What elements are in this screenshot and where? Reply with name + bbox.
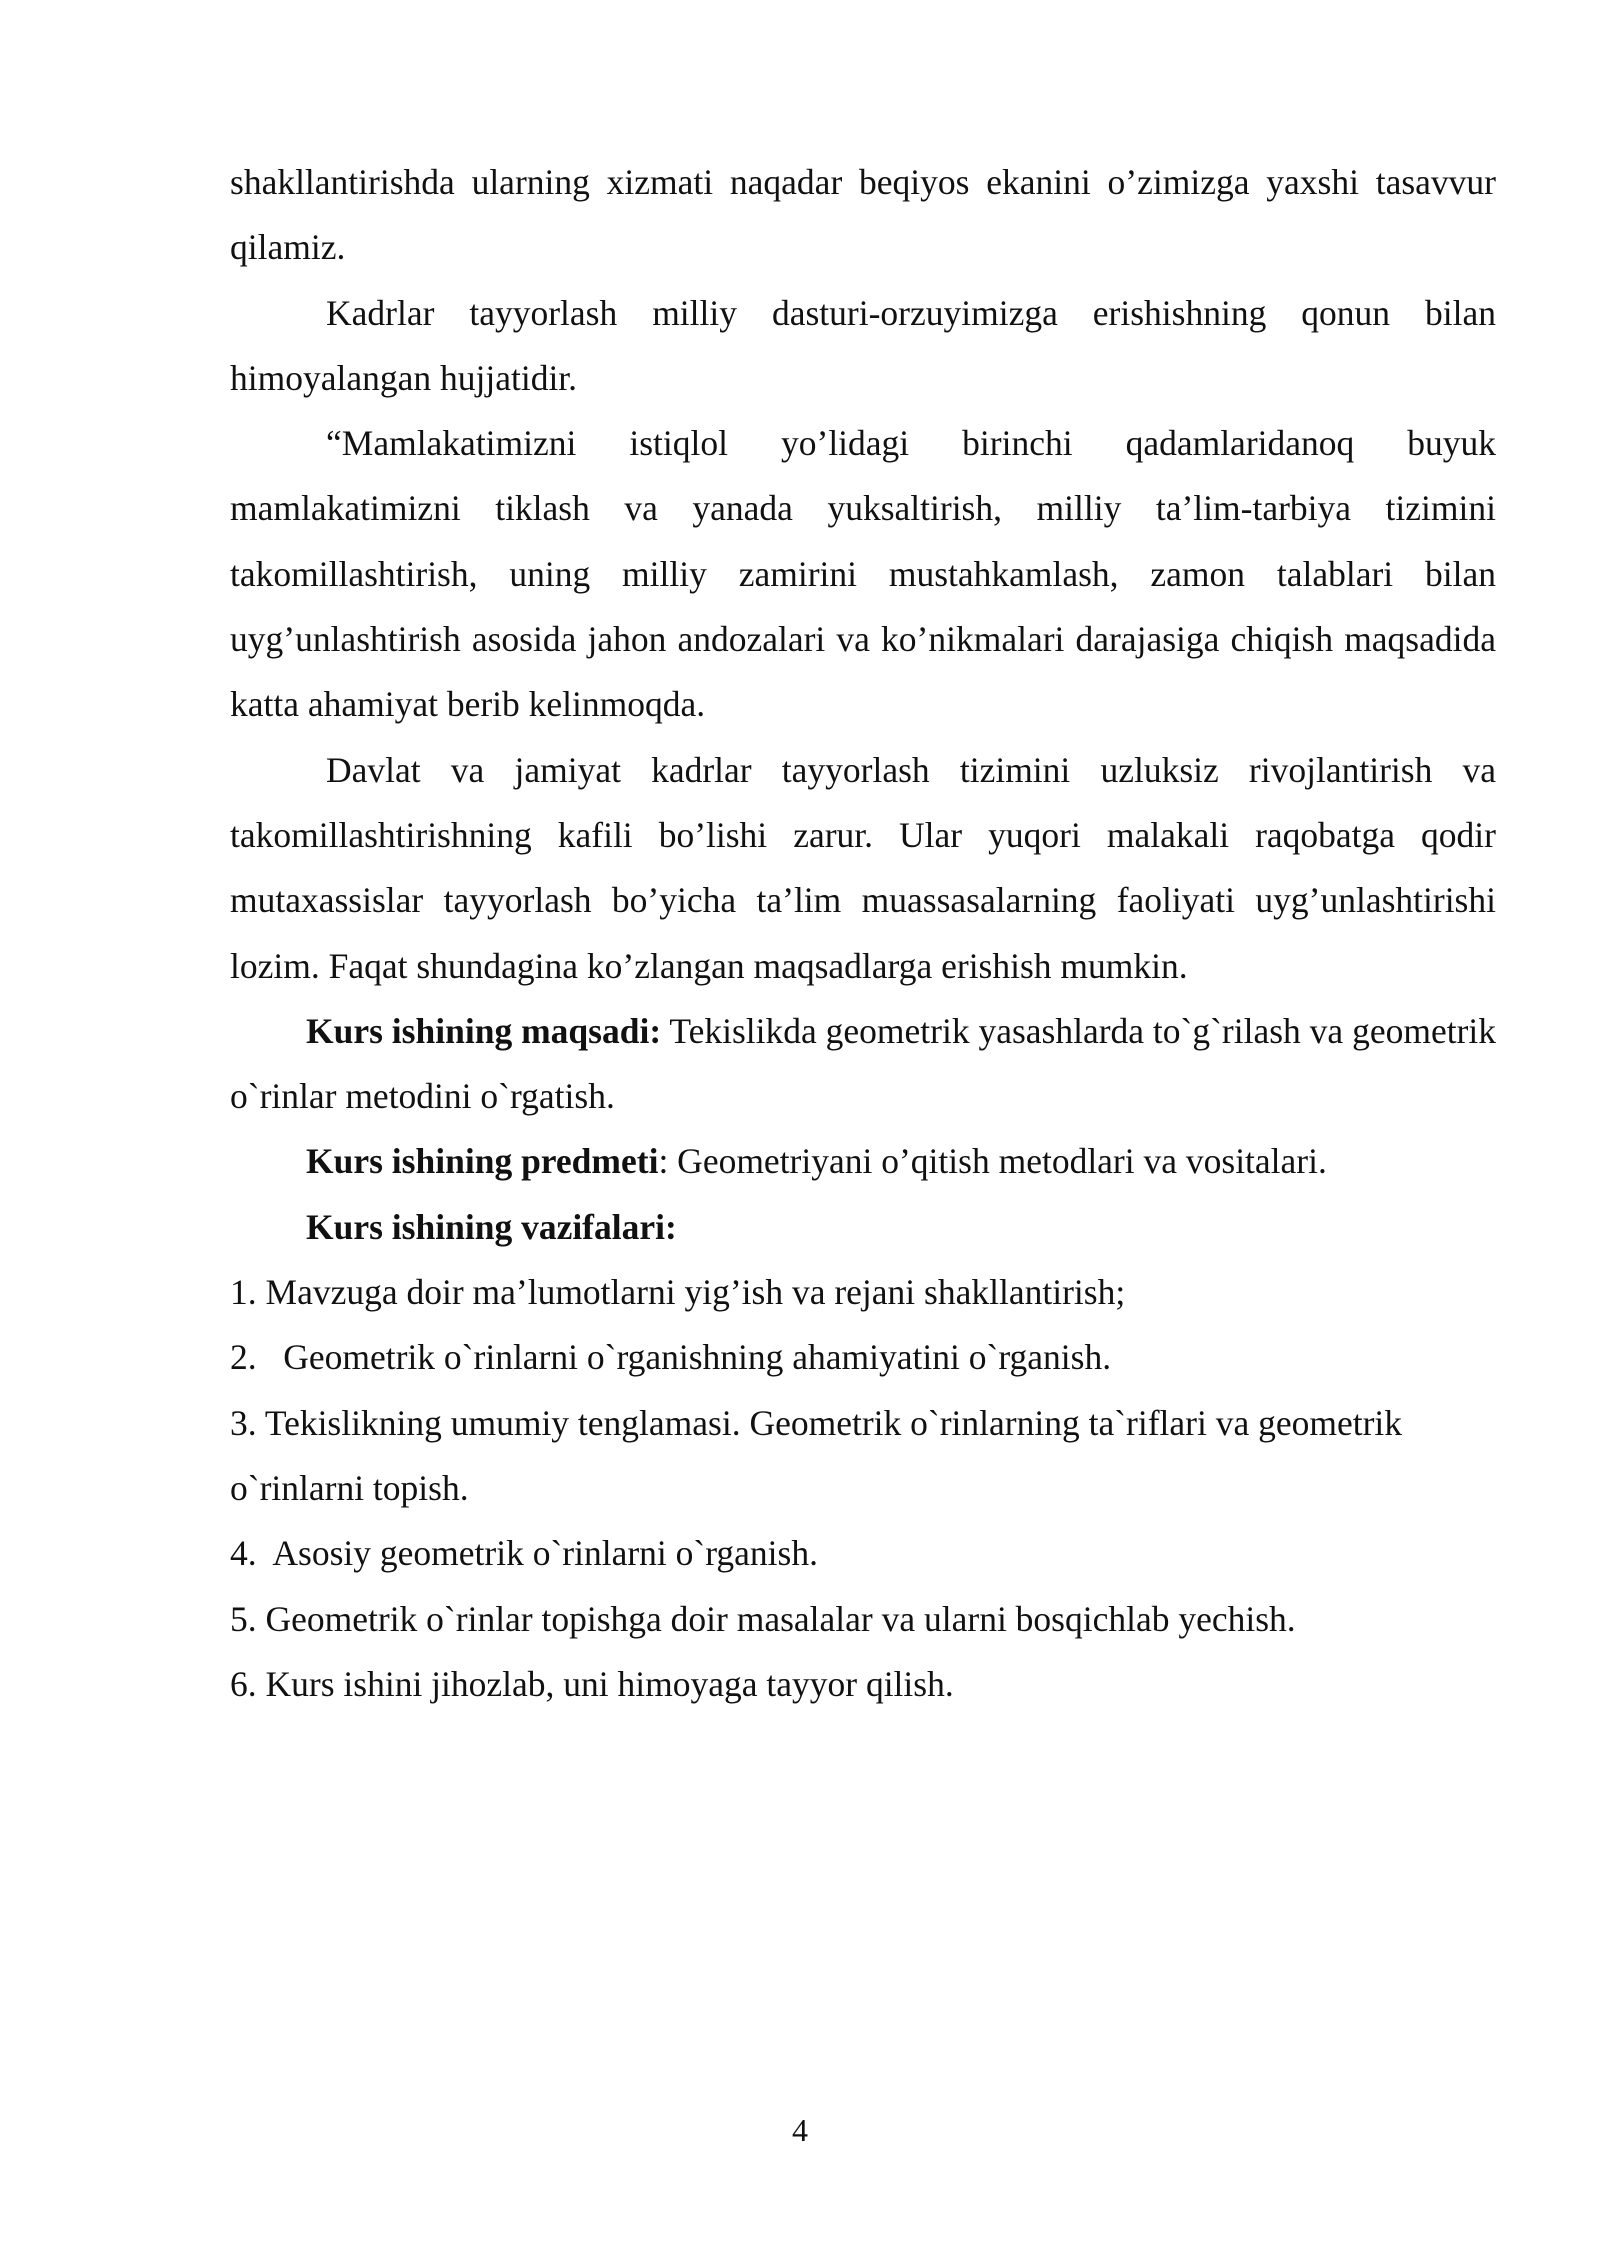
goal-text: Tekislikda geometrik yasashlarda to`g`rilash va geometrik o`rinlar metodini o`rgatish. [230, 1010, 1496, 1117]
subject-text: : Geometriyani o’qitish metodlari va vositalari. [658, 1141, 1327, 1182]
paragraph-continuation: shakllantirishda ularning xizmati naqadar beqiyos ekanini o’zimizga yaxshi tasavvur qilamiz. [230, 162, 1496, 268]
goal-label: Kurs ishining maqsadi: [306, 1010, 662, 1051]
page-number: 4 [792, 2112, 808, 2148]
paragraph-mamlakatimizni: “Mamlakatimizni istiqlol yo’lidagi birinchi qadamlaridanoq buyuk mamlakatimizni tiklash va yanada yuksaltirish, milliy ta’lim-tarbiya tizimini takomillashtirish, uning milliy zamirini mustahkamlash, zamon talablari bilan uyg’unlashtirish asosida jahon andozalari va ko’nikmalari darajasiga chiqish maqsadida katta ahamiyat berib kelinmoqda. [230, 423, 1496, 725]
document-page [230, 150, 1496, 1717]
tasks-label: Kurs ishining vazifalari: [306, 1206, 677, 1247]
subject-paragraph [230, 1129, 1496, 1194]
task-item-2: 2. Geometrik o`rinlarni o`rganishning ahamiyatini o`rganish. [230, 1337, 1112, 1378]
task-item-4: 4. Asosiy geometrik o`rinlarni o`rganish. [230, 1533, 818, 1574]
task-item-6: 6. Kurs ishini jihozlab, uni himoyaga tayyor qilish. [230, 1663, 954, 1704]
tasks-heading-paragraph [230, 1195, 1496, 1260]
task-item-1: 1. Mavzuga doir ma’lumotlarni yig’ish va rejani shakllantirish; [230, 1272, 1126, 1313]
task-item-5: 5. Geometrik o`rinlar topishga doir masalalar va ularni bosqichlab yechish. [230, 1598, 1296, 1639]
task-item-3: 3. Tekislikning umumiy tenglamasi. Geometrik o`rinlarning ta`riflari va geometrik o`rinlarni topish. [230, 1402, 1411, 1508]
subject-label: Kurs ishining predmeti [306, 1141, 659, 1182]
paragraph-kadrlar: Kadrlar tayyorlash milliy dasturi-orzuyimizga erishishning qonun bilan himoyalangan hujjatidir. [230, 292, 1496, 398]
paragraph-davlat: Davlat va jamiyat kadrlar tayyorlash tizimini uzluksiz rivojlantirish va takomillashtirishning kafili bo’lishi zarur. Ular yuqori malakali raqobatga qodir mutaxassislar tayyorlash bo’yicha ta’lim muassasalarning faoliyati uyg’unlashtirishi lozim. Faqat shundagina ko’zlangan maqsadlarga erishish mumkin. [230, 749, 1496, 986]
goal-paragraph [230, 999, 1496, 1130]
